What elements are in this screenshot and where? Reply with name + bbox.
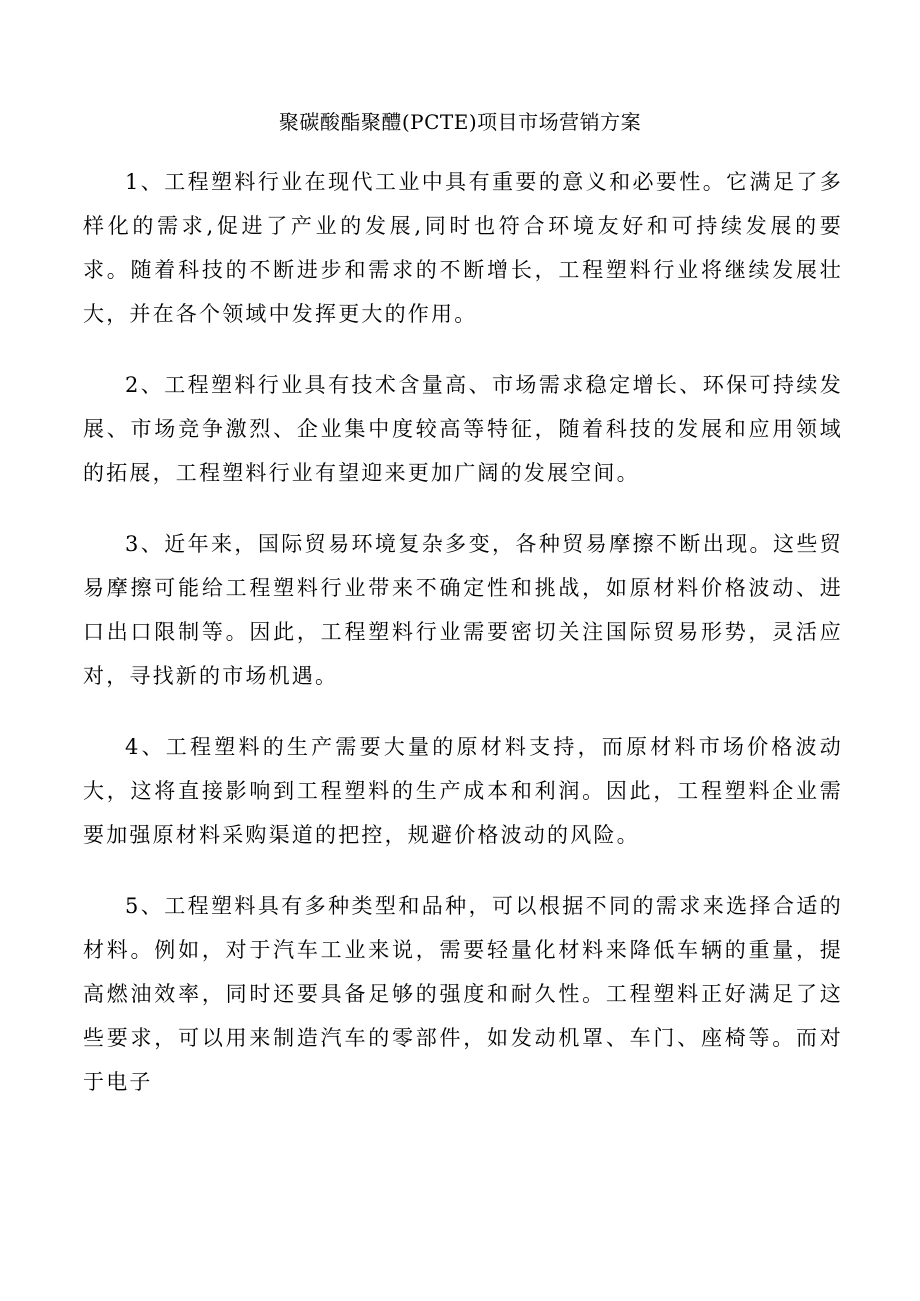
paragraph-3: 3、近年来，国际贸易环境复杂多变，各种贸易摩擦不断出现。这些贸易摩擦可能给工程塑料行业带来不确定性和挑战，如原材料价格波动、进口出口限制等。因此，工程塑料行业需要密切关注国际贸易形势，灵活应对，寻找新的市场机遇。 — [83, 532, 843, 688]
document-body — [83, 160, 843, 1131]
paragraph-5: 5、工程塑料具有多种类型和品种，可以根据不同的需求来选择合适的材料。例如，对于汽车工业来说，需要轻量化材料来降低车辆的重量，提高燃油效率，同时还要具备足够的强度和耐久性。工程塑料正好满足了这些要求，可以用来制造汽车的零部件，如发动机罩、车门、座椅等。而对于电子 — [83, 894, 843, 1094]
paragraph-2: 2、工程塑料行业具有技术含量高、市场需求稳定增长、环保可持续发展、市场竞争激烈、企业集中度较高等特征，随着科技的发展和应用领域的拓展，工程塑料行业有望迎来更加广阔的发展空间。 — [83, 373, 843, 485]
paragraph-1: 1、工程塑料行业在现代工业中具有重要的意义和必要性。它满足了多样化的需求,促进了产业的发展,同时也符合环境友好和可持续发展的要求。随着科技的不断进步和需求的不断增长，工程塑料行业将继续发展壮大，并在各个领域中发挥更大的作用。 — [83, 170, 843, 326]
paragraph-4: 4、工程塑料的生产需要大量的原材料支持，而原材料市场价格波动大，这将直接影响到工程塑料的生产成本和利润。因此，工程塑料企业需要加强原材料采购渠道的把控，规避价格波动的风险。 — [83, 735, 843, 847]
document-title: 聚碳酸酯聚醴(PCTE)项目市场营销方案 — [278, 110, 642, 134]
